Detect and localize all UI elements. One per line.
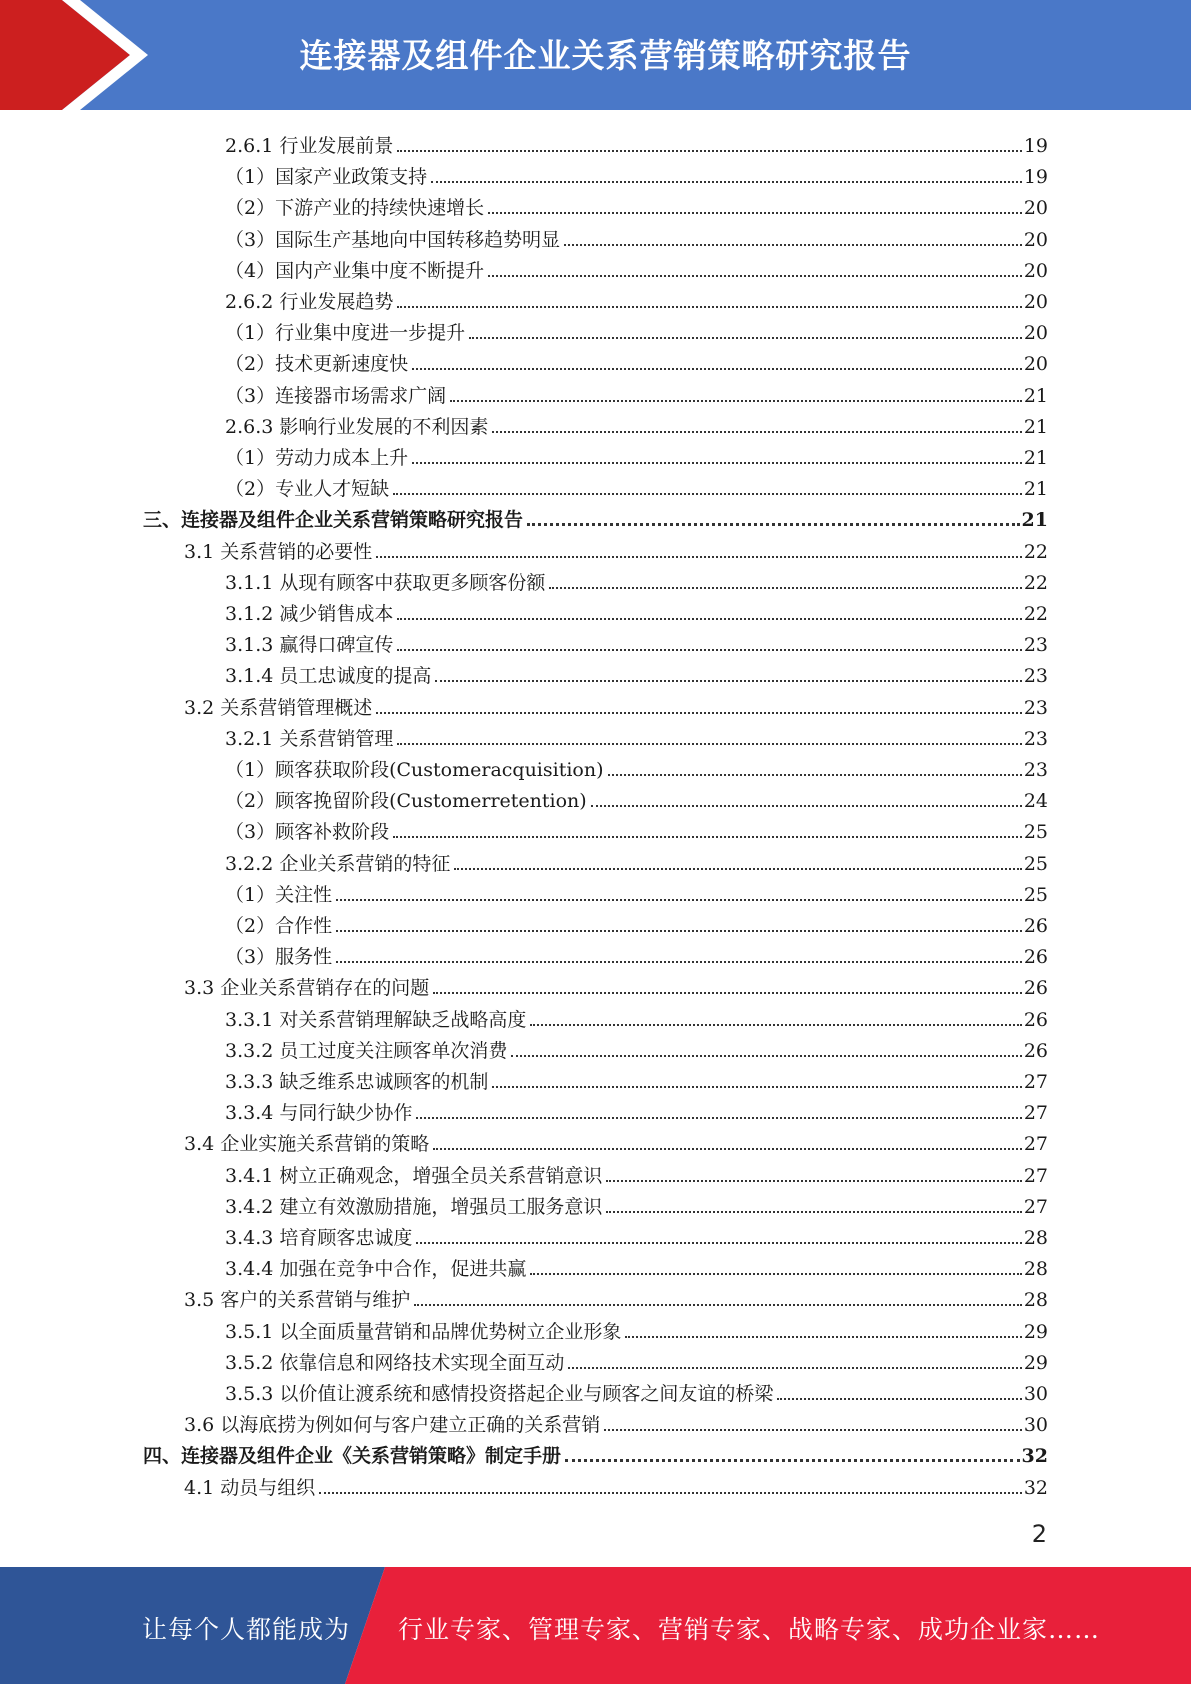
toc-entry[interactable] [225,253,1048,283]
toc-entry[interactable] [225,190,1048,220]
toc-entry-page: 28 [1023,1258,1048,1281]
toc-entry-label: （1）行业集中度进一步提升 [225,322,466,345]
toc-leader-dots [564,244,1022,246]
toc-entry-label: （2）合作性 [225,915,333,937]
toc-entry[interactable] [225,1064,1048,1094]
toc-leader-dots [450,400,1022,402]
toc-entry-page: 27 [1023,1071,1048,1093]
toc-entry-label: 3.6 以海底捞为例如何与客户建立正确的关系营销 [184,1414,601,1437]
toc-leader-dots [433,992,1022,994]
toc-entry-page: 23 [1023,727,1048,750]
toc-entry-label: 3.1 关系营销的必要性 [184,540,373,563]
toc-entry-page: 20 [1023,291,1048,313]
toc-entry-label: 3.2.2 企业关系营销的特征 [225,852,451,875]
toc-entry[interactable] [225,222,1048,252]
toc-entry-label: （3）连接器市场需求广阔 [225,384,447,407]
toc-leader-dots [319,1492,1022,1494]
toc-entry[interactable] [225,1376,1048,1406]
toc-entry[interactable] [225,1002,1048,1032]
toc-entry-label: 三、连接器及组件企业关系营销策略研究报告 [143,509,524,532]
toc-entry[interactable] [225,658,1048,688]
toc-leader-dots [397,649,1021,651]
toc-entry-page: 30 [1023,1383,1048,1405]
toc-entry[interactable] [225,1158,1048,1188]
toc-entry-label: 3.5.2 依靠信息和网络技术实现全面互动 [225,1351,565,1374]
page-number: 2 [1031,1520,1047,1548]
toc-entry[interactable] [225,721,1048,751]
toc-entry-page: 21 [1023,478,1048,501]
toc-entry-label: （1）关注性 [225,883,333,906]
toc-entry-page: 29 [1023,1351,1048,1374]
toc-leader-dots [604,1429,1022,1431]
toc-entry-page: 20 [1023,197,1048,220]
toc-entry-label: 3.2 关系营销管理概述 [184,696,373,719]
toc-entry[interactable] [225,378,1048,408]
toc-leader-dots [397,306,1021,308]
toc-leader-dots [777,1398,1021,1400]
toc-leader-dots [397,743,1021,745]
toc-entry-page: 26 [1023,946,1048,969]
toc-entry[interactable] [225,346,1048,376]
toc-entry[interactable] [225,627,1048,657]
toc-entry-label: 3.3 企业关系营销存在的问题 [184,977,430,1000]
toc-leader-dots [608,774,1022,776]
toc-entry[interactable] [225,752,1048,782]
toc-entry-label: 3.4.3 培育顾客忠诚度 [225,1227,413,1249]
toc-entry-label: 3.1.2 减少销售成本 [225,603,394,625]
toc-entry-page: 21 [1023,447,1048,469]
page-header [0,0,1191,110]
toc-leader-dots [591,805,1022,807]
toc-entry-label: 3.3.3 缺乏维系忠诚顾客的机制 [225,1071,489,1093]
toc-entry[interactable] [225,1345,1048,1375]
toc-entry-page: 27 [1023,1164,1048,1187]
toc-entry-label: 四、连接器及组件企业《关系营销策略》制定手册 [143,1445,562,1468]
toc-leader-dots [416,1242,1021,1244]
toc-leader-dots [414,1304,1022,1306]
toc-entry-label: 3.5.1 以全面质量营销和品牌优势树立企业形象 [225,1320,622,1343]
toc-entry-label: （1）顾客获取阶段(Customeracquisition) [225,759,604,781]
toc-entry-page: 25 [1023,852,1048,875]
toc-entry-label: 3.5.3 以价值让渡系统和感情投资搭起企业与顾客之间友谊的桥梁 [225,1383,774,1405]
toc-entry[interactable] [225,1314,1048,1344]
toc-leader-dots [435,680,1021,682]
toc-leader-dots [431,181,1022,183]
toc-entry[interactable] [225,565,1048,595]
toc-leader-dots [492,431,1021,433]
toc-entry-page: 22 [1023,603,1048,625]
toc-entry[interactable] [225,1189,1048,1219]
toc-entry-page: 21 [1023,384,1048,407]
toc-entry[interactable] [225,471,1048,501]
toc-entry-page: 22 [1023,571,1048,594]
toc-leader-dots [416,1117,1021,1119]
toc-entry-page: 21 [1023,415,1048,438]
toc-entry-label: 2.6.2 行业发展趋势 [225,291,394,313]
toc-entry-label: 3.4.1 树立正确观念，增强全员关系营销意识 [225,1164,603,1187]
toc-entry[interactable] [225,814,1048,844]
toc-entry-page: 24 [1023,790,1048,813]
toc-entry-label: 3.3.4 与同行缺少协作 [225,1102,413,1125]
toc-entry-page: 26 [1023,915,1048,937]
toc-entry-page: 32 [1021,1445,1048,1468]
toc-entry[interactable] [184,534,1048,564]
toc-entry-page: 23 [1023,634,1048,657]
toc-entry[interactable] [143,1438,1048,1468]
toc-entry-page: 20 [1023,353,1048,376]
toc-leader-dots [393,836,1022,838]
toc-leader-dots [412,462,1022,464]
toc-leader-dots [376,712,1022,714]
page-footer [0,1567,1191,1684]
toc-entry[interactable] [225,315,1048,345]
toc-entry-label: 3.4 企业实施关系营销的策略 [184,1133,430,1156]
toc-entry-label: （4）国内产业集中度不断提升 [225,259,485,282]
toc-entry-page: 26 [1023,977,1048,1000]
toc-entry[interactable] [225,440,1048,470]
toc-leader-dots [527,523,1020,526]
toc-entry-page: 23 [1023,759,1048,781]
toc-leader-dots [336,930,1022,932]
toc-entry[interactable] [225,1095,1048,1125]
toc-leader-dots [511,1055,1021,1057]
toc-entry-page: 32 [1023,1476,1048,1499]
toc-entry-label: 3.4.2 建立有效激励措施，增强员工服务意识 [225,1195,603,1218]
toc-entry-page: 25 [1023,883,1048,906]
toc-entry-label: 4.1 动员与组织 [184,1476,316,1499]
toc-entry-page: 19 [1023,166,1048,189]
toc-leader-dots [606,1180,1021,1182]
toc-entry-page: 20 [1023,259,1048,282]
toc-leader-dots [530,1024,1021,1026]
toc-entry-page: 26 [1023,1008,1048,1031]
toc-leader-dots [492,1086,1021,1088]
toc-leader-dots [488,212,1022,214]
toc-entry[interactable] [184,1126,1048,1156]
toc-entry[interactable] [225,284,1048,314]
toc-leader-dots [454,868,1021,870]
toc-entry[interactable] [225,159,1048,189]
toc-entry-label: 3.2.1 关系营销管理 [225,727,394,750]
toc-leader-dots [393,493,1022,495]
toc-entry-label: （2）下游产业的持续快速增长 [225,197,485,220]
toc-entry-page: 28 [1023,1227,1048,1249]
toc-entry-label: （3）国际生产基地向中国转移趋势明显 [225,228,561,251]
toc-entry-label: （2）顾客挽留阶段(Customerretention) [225,790,587,813]
toc-entry[interactable] [184,1282,1048,1312]
toc-entry-label: 2.6.3 影响行业发展的不利因素 [225,415,489,438]
toc-leader-dots [433,1148,1022,1150]
toc-entry-page: 29 [1023,1320,1048,1343]
toc-leader-dots [397,618,1021,620]
toc-entry-label: 3.3.2 员工过度关注顾客单次消费 [225,1039,508,1062]
toc-entry[interactable] [225,1220,1048,1250]
toc-leader-dots [397,150,1021,152]
toc-leader-dots [412,368,1022,370]
toc-entry-label: （1）劳动力成本上升 [225,447,409,469]
toc-entry-page: 22 [1023,540,1048,563]
toc-entry-label: 3.5 客户的关系营销与维护 [184,1289,411,1312]
toc-entry[interactable] [225,1251,1048,1281]
footer-slogan-left: 让每个人都能成为 [142,1615,351,1644]
toc-entry-label: 2.6.1 行业发展前景 [225,135,394,157]
toc-entry-page: 20 [1023,228,1048,251]
toc-entry[interactable] [184,1407,1048,1437]
toc-entry[interactable] [225,846,1048,876]
toc-entry[interactable] [225,939,1048,969]
toc-leader-dots [469,337,1022,339]
toc-entry-label: 3.1.4 员工忠诚度的提高 [225,665,432,688]
toc-entry-label: 3.3.1 对关系营销理解缺乏战略高度 [225,1008,527,1031]
toc-entry[interactable] [184,1470,1048,1500]
toc-entry-label: （3）顾客补救阶段 [225,821,390,844]
toc-entry-page: 23 [1023,665,1048,688]
toc-entry[interactable] [225,908,1048,938]
toc-entry-page: 23 [1023,696,1048,719]
toc-entry-page: 27 [1023,1195,1048,1218]
toc-leader-dots [488,275,1022,277]
toc-leader-dots [565,1459,1020,1462]
toc-entry-label: （2）专业人才短缺 [225,478,390,501]
toc-entry[interactable] [184,690,1048,720]
toc-entry-label: （2）技术更新速度快 [225,353,409,376]
toc-leader-dots [530,1273,1021,1275]
toc-entry-label: 3.1.1 从现有顾客中获取更多顾客份额 [225,571,546,594]
toc-entry-page: 19 [1023,135,1048,157]
toc-entry-label: （1）国家产业政策支持 [225,166,428,189]
toc-entry[interactable] [184,970,1048,1000]
toc-entry-label: （3）服务性 [225,946,333,969]
toc-entry-page: 28 [1023,1289,1048,1312]
toc-entry[interactable] [225,1033,1048,1063]
report-title: 连接器及组件企业关系营销策略研究报告 [299,36,912,75]
toc-leader-dots [336,899,1022,901]
toc-entry-label: 3.4.4 加强在竞争中合作，促进共赢 [225,1258,527,1281]
toc-entry[interactable] [225,596,1048,626]
toc-entry[interactable] [225,128,1048,158]
toc-leader-dots [606,1211,1021,1213]
toc-leader-dots [625,1336,1021,1338]
toc-leader-dots [336,961,1022,963]
toc-entry-page: 20 [1023,322,1048,345]
toc-entry-label: 3.1.3 赢得口碑宣传 [225,634,394,657]
toc-entry-page: 27 [1023,1102,1048,1125]
toc-entry[interactable] [143,502,1048,532]
footer-slogan-right: 行业专家、管理专家、营销专家、战略专家、成功企业家…… [398,1615,1101,1644]
toc-entry[interactable] [225,409,1048,439]
toc-leader-dots [549,587,1021,589]
toc-leader-dots [568,1367,1021,1369]
toc-entry-page: 30 [1023,1414,1048,1437]
toc-entry-page: 21 [1021,509,1048,532]
toc-entry-page: 27 [1023,1133,1048,1156]
toc-entry[interactable] [225,877,1048,907]
toc-entry-page: 26 [1023,1039,1048,1062]
toc-entry-page: 25 [1023,821,1048,844]
toc-leader-dots [376,556,1022,558]
toc-entry[interactable] [225,783,1048,813]
